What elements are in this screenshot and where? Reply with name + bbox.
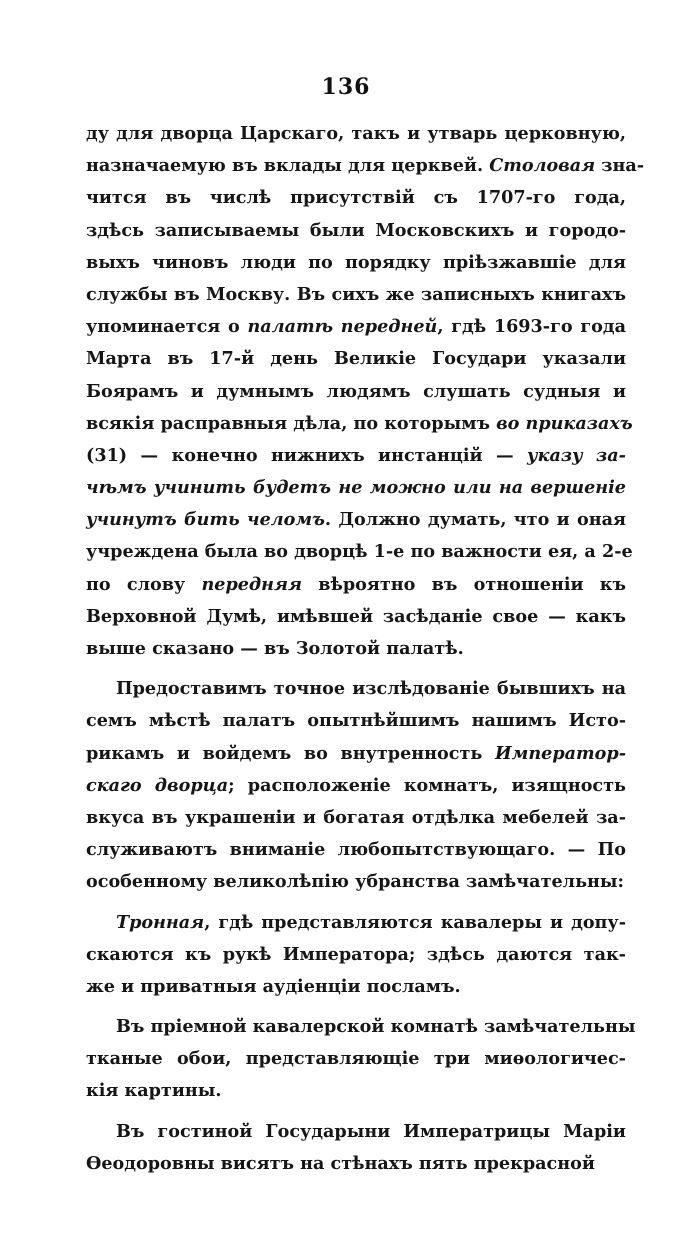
- paragraph: [86, 118, 645, 665]
- text-line: [86, 182, 626, 214]
- text-segment: служиваютъ вниманіе любопытствующаго. — По: [86, 839, 626, 861]
- italic-text-segment: палатѣ передней: [247, 316, 438, 338]
- text-segment: Боярамъ и думнымъ людямъ слушать судныя и: [86, 380, 626, 402]
- text-segment: Марта въ 17-й день Великіе Государи указали: [86, 348, 626, 370]
- text-segment: вкуса въ украшеніи и богатая отдѣлка мебелей за-: [86, 806, 626, 828]
- text-line: [86, 504, 626, 536]
- text-line: [86, 866, 626, 898]
- text-line: [86, 440, 626, 472]
- text-line: [86, 738, 626, 770]
- text-segment: по слову: [86, 573, 202, 595]
- text-segment: особенному великолѣпію убранства замѣчательны:: [86, 871, 625, 893]
- page-number: 136: [321, 74, 371, 100]
- text-segment: . Должно думать, что и оная: [324, 509, 626, 531]
- text-line: [86, 802, 626, 834]
- text-segment: ду для дворца Царскаго, такъ и утварь церковную,: [86, 123, 626, 144]
- text-line: [86, 569, 626, 601]
- text-line: [86, 939, 626, 971]
- text-segment: всякія расправныя дѣла, по которымъ: [86, 412, 497, 434]
- italic-text-segment: Столовая: [489, 155, 596, 177]
- text-segment: Въ гостиной Государыни Императрицы Маріи: [116, 1120, 626, 1142]
- paragraph: [86, 907, 626, 1004]
- text-segment: Въ пріемной кавалерской комнатѣ замѣчательны: [116, 1016, 636, 1038]
- italic-text-segment: учинутъ бить челомъ: [86, 509, 325, 531]
- text-segment: учреждена была во дворцѣ 1-е по важности ея, а 2-е: [86, 541, 633, 563]
- text-line: [86, 633, 626, 665]
- italic-text-segment: во приказахъ: [496, 412, 633, 434]
- italic-text-segment: указу за-: [527, 444, 626, 466]
- text-segment: Предоставимъ точное изслѣдованіе бывшихъ на: [116, 678, 626, 700]
- text-segment: кія картины.: [86, 1080, 222, 1102]
- paragraph-gap: [86, 1003, 626, 1011]
- italic-text-segment: чѣмъ учинить будетъ не можно или на вершеніе: [86, 477, 626, 499]
- text-segment: семъ мѣстѣ палатъ опытнѣйшимъ нашимъ Исто-: [86, 710, 626, 732]
- text-segment: рикамъ и войдемъ во внутренность: [86, 742, 495, 764]
- text-segment: выхъ чиновъ люди по порядку пріѣзжавшіе для: [86, 251, 626, 273]
- text-segment: службы въ Москву. Въ сихъ же записныхъ книгахъ: [86, 283, 626, 305]
- text-line: [86, 673, 626, 705]
- text-segment: (31) — конечно нижнихъ инстанцій —: [86, 444, 528, 466]
- text-line: [86, 311, 626, 343]
- text-line: [86, 472, 626, 504]
- text-segment: назначаемую въ вклады для церквей.: [86, 155, 490, 177]
- body-text: [86, 118, 645, 1180]
- text-segment: вѣроятно въ отношеніи къ: [302, 573, 627, 595]
- text-line: [86, 1011, 636, 1043]
- text-line: [86, 118, 626, 150]
- paragraph: [86, 1116, 626, 1180]
- text-line: [86, 601, 626, 633]
- text-segment: тканые обои, представляющіе три миѳологичес-: [86, 1048, 626, 1070]
- text-line: [86, 150, 645, 182]
- text-segment: здѣсь записываемы были Московскихъ и городо-: [86, 219, 626, 241]
- paragraph-gap: [86, 665, 626, 673]
- text-line: [86, 1043, 626, 1075]
- text-line: [86, 971, 626, 1003]
- text-line: [86, 834, 626, 866]
- italic-text-segment: Император-: [495, 742, 626, 764]
- text-line: [86, 1116, 626, 1148]
- text-line: [86, 343, 626, 375]
- paragraph-gap: [86, 899, 626, 907]
- text-line: [86, 1075, 626, 1107]
- text-segment: выше сказано — въ Золотой палатѣ.: [86, 638, 464, 659]
- text-line: [86, 247, 626, 279]
- text-line: [86, 770, 626, 802]
- text-segment: ; расположеніе комнатъ, изящность: [228, 774, 626, 796]
- text-segment: чится въ числѣ присутствій съ 1707-го года,: [86, 187, 626, 209]
- text-line: [86, 1148, 626, 1180]
- text-line: [86, 408, 633, 440]
- text-line: [86, 279, 626, 311]
- text-segment: , гдѣ представляются кавалеры и допу-: [204, 911, 626, 933]
- text-line: [86, 907, 626, 939]
- italic-text-segment: передняя: [201, 573, 302, 595]
- text-line: [86, 705, 626, 737]
- text-segment: Верховной Думѣ, имѣвшей засѣданіе свое — какъ: [86, 605, 626, 627]
- paragraph: [86, 1011, 636, 1108]
- text-segment: упоминается о: [86, 316, 248, 338]
- text-segment: зна-: [595, 155, 645, 177]
- text-line: [86, 215, 626, 247]
- paragraph-gap: [86, 1108, 626, 1116]
- text-segment: , гдѣ 1693-го года: [437, 316, 626, 338]
- text-segment: Ѳеодоровны висятъ на стѣнахъ пять прекрасной: [86, 1152, 595, 1174]
- text-segment: же и приватныя аудіенціи посламъ.: [86, 975, 461, 997]
- text-segment: скаются къ рукѣ Императора; здѣсь даются так-: [86, 943, 626, 965]
- text-line: [86, 376, 626, 408]
- italic-text-segment: Тронная: [116, 911, 205, 933]
- text-line: [86, 536, 633, 568]
- italic-text-segment: скаго дворца: [86, 774, 229, 796]
- paragraph: [86, 673, 626, 898]
